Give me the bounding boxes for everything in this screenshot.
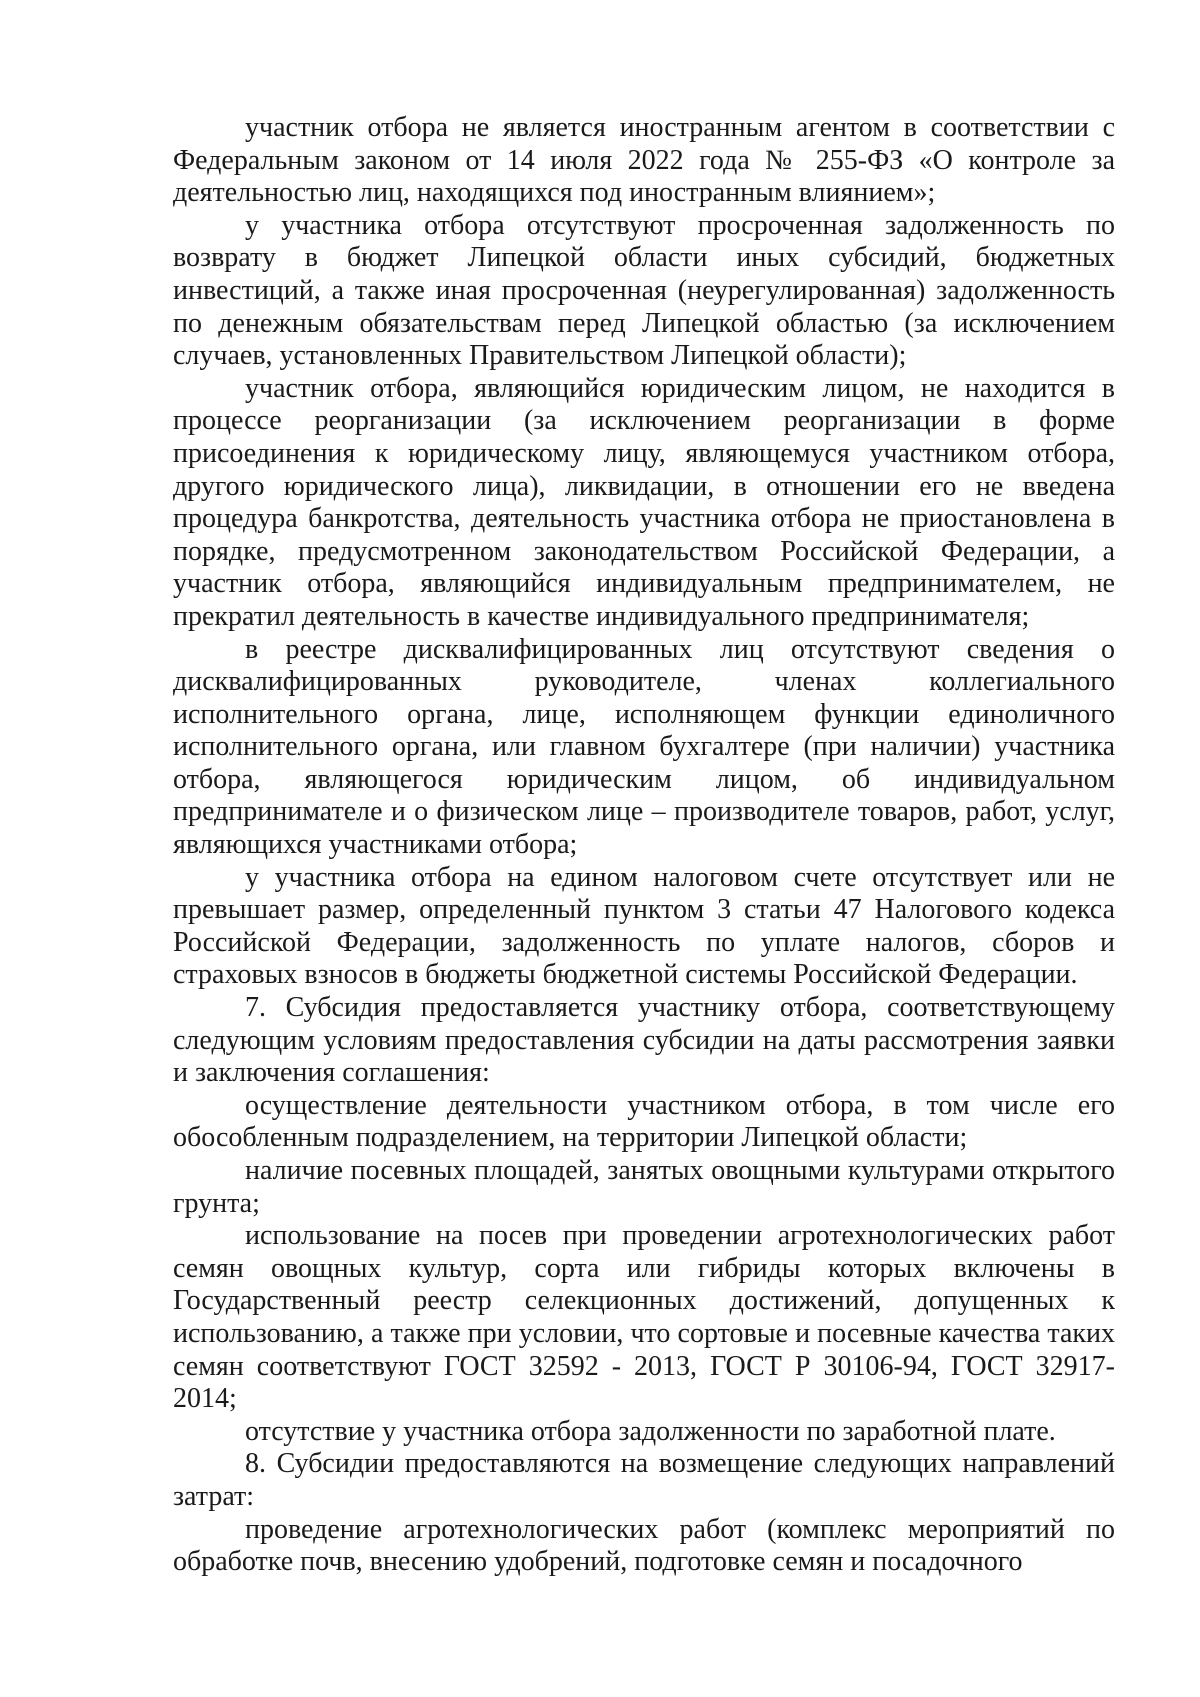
paragraph-tax-account: у участника отбора на едином налоговом счете отсутствует или не превышает размер, определенный пунктом 3 статьи 47 Налогового кодекса Российской Федерации, задолженность по уплате налогов, сборов и страховых взносов в бюджеты бюджетной системы Российской Федерации. xyxy=(173,861,1115,991)
paragraph-salary-debt: отсутствие у участника отбора задолженности по заработной плате. xyxy=(245,1415,1056,1447)
paragraph-budget-debt: у участника отбора отсутствуют просроченная задолженность по возврату в бюджет Липецкой области иных субсидий, бюджетных инвестиций, а также иная просроченная (неурегулированная) задолженность по денежным обязательствам перед Липецкой областью (за исключением случаев, установленных Правительством Липецкой области); xyxy=(173,209,1115,372)
paragraph-disqualified-registry: в реестре дисквалифицированных лиц отсутствуют сведения о дисквалифицированных руководителе, членах коллегиального исполнительного органа, лице, исполняющем функции единоличного исполнительного органа, или главном бухгалтере (при наличии) участника отбора, являющегося юридическим лицом, об индивидуальном предпринимателе и о физическом лице – производителе товаров, работ, услуг, являющихся участниками отбора; xyxy=(173,633,1115,861)
paragraph-clause-7: 7. Субсидия предоставляется участнику отбора, соответствующему следующим условиям предоставления субсидии на даты рассмотрения заявки и заключения соглашения: xyxy=(173,992,1115,1089)
paragraph-territory: осуществление деятельности участником отбора, в том числе его обособленным подразделением, на территории Липецкой области; xyxy=(173,1089,1115,1154)
paragraph-clause-8: 8. Субсидии предоставляются на возмещение следующих направлений затрат: xyxy=(173,1448,1115,1512)
paragraph-seeds: использование на посев при проведении агротехнологических работ семян овощных культур, сорта или гибриды которых включены в Государственный реестр селекционных достижений, допущенных к использованию, а также при условии, что сортовые и посевные качества таких семян соответствуют ГОСТ 32592 - 2013, ГОСТ Р 30106-94, ГОСТ 32917-2014; xyxy=(173,1220,1115,1415)
paragraph-foreign-agent: участник отбора не является иностранным агентом в соответствии с Федеральным законом от 14 июля 2022 года № 255-ФЗ «О контроле за деятельностью лиц, находящихся под иностранным влиянием»; xyxy=(173,112,1115,209)
paragraph-sowing-areas: наличие посевных площадей, занятых овощными культурами открытого грунта; xyxy=(173,1155,1115,1219)
paragraph-reorganization: участник отбора, являющийся юридическим лицом, не находится в процессе реорганизации (за исключением реорганизации в форме присоединения к юридическому лицу, являющемуся участником отбора, другого юридического лица), ликвидации, в отношении его не введена процедура банкротства, деятельность участника отбора не приостановлена в порядке, предусмотренном законодательством Российской Федерации, а участник отбора, являющийся индивидуальным предпринимателем, не прекратил деятельность в качестве индивидуального предпринимателя; xyxy=(173,372,1115,632)
paragraph-agrotech-works: проведение агротехнологических работ (комплекс мероприятий по обработке почв, внесению удобрений, подготовке семян и посадочного xyxy=(173,1513,1115,1578)
document-page xyxy=(173,112,1115,1579)
